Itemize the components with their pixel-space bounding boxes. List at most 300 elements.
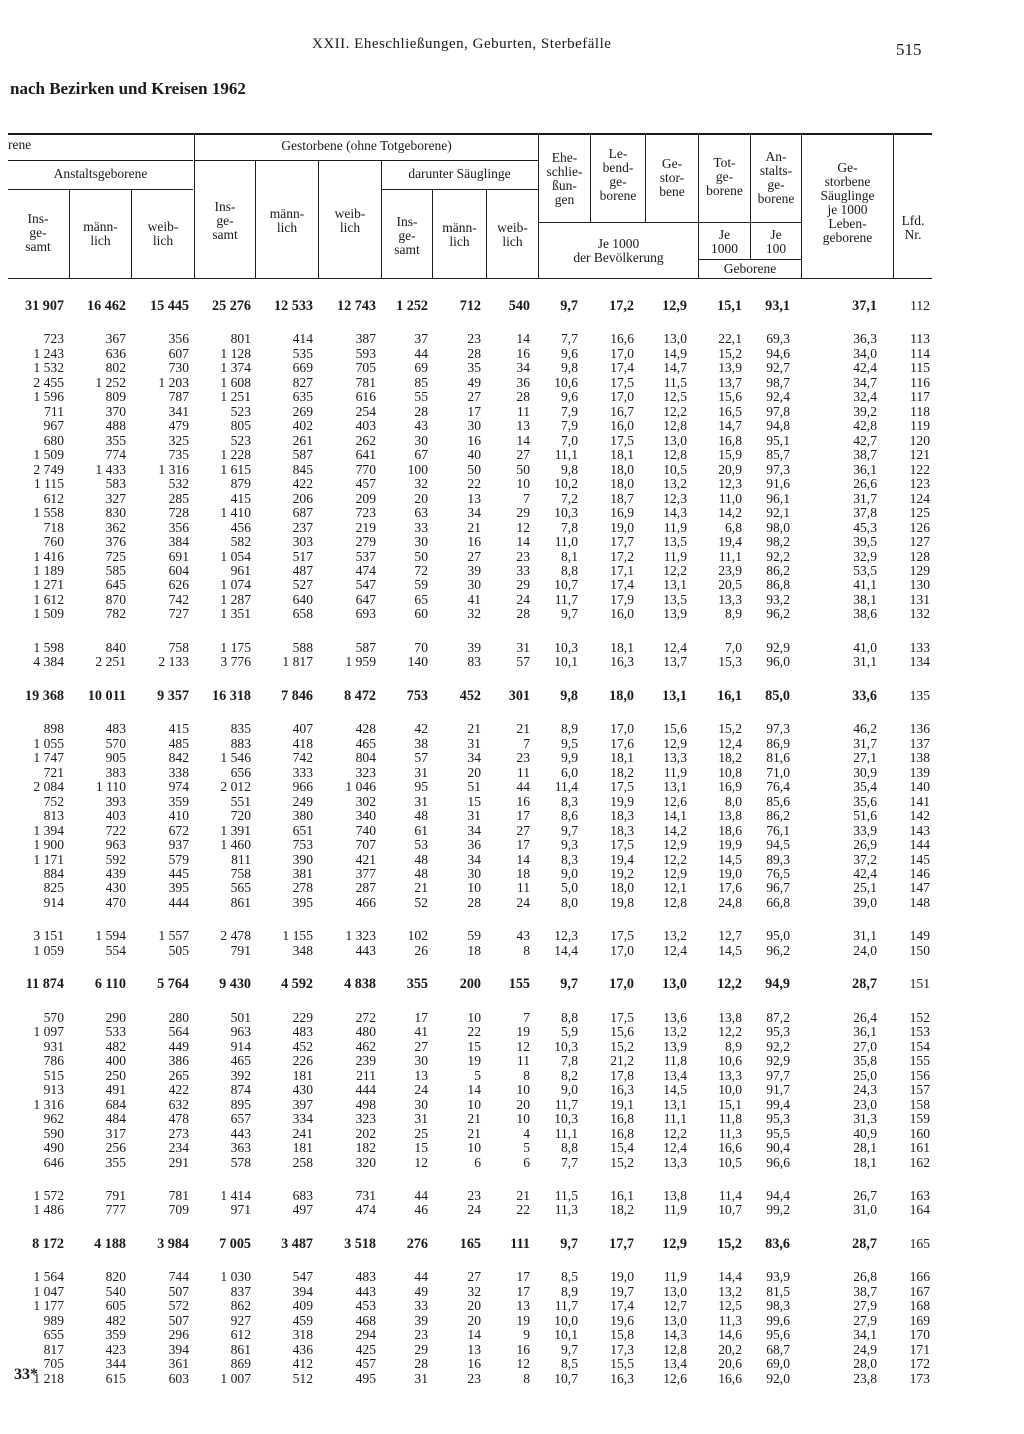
table-cell: 459 bbox=[292, 1312, 313, 1328]
table-cell: 11,0 bbox=[554, 534, 578, 550]
table-cell: 92,9 bbox=[766, 639, 790, 655]
table-cell: 809 bbox=[105, 389, 126, 405]
table-cell: 19,1 bbox=[610, 1096, 634, 1112]
table-cell: 17,0 bbox=[610, 389, 634, 405]
table-cell: 11,1 bbox=[663, 1111, 687, 1127]
table-cell: 17,4 bbox=[610, 360, 634, 376]
table-cell: 16,8 bbox=[610, 1125, 634, 1141]
table-cell: 24,0 bbox=[853, 942, 877, 958]
table-cell: 94,5 bbox=[766, 837, 790, 853]
row-number: 157 bbox=[909, 1082, 930, 1098]
table-cell: 409 bbox=[292, 1298, 313, 1314]
table-cell: 587 bbox=[355, 639, 376, 655]
table-cell: 18,6 bbox=[718, 822, 742, 838]
table-cell: 36,1 bbox=[853, 461, 877, 477]
table-cell: 41 bbox=[414, 1024, 428, 1040]
table-cell: 811 bbox=[231, 851, 251, 867]
table-cell: 15,2 bbox=[718, 721, 742, 737]
table-cell: 7,8 bbox=[561, 1053, 578, 1069]
table-cell: 604 bbox=[168, 562, 189, 578]
table-cell: 482 bbox=[105, 1312, 126, 1328]
table-cell: 97,3 bbox=[766, 461, 790, 477]
table-cell: 31 bbox=[414, 1111, 428, 1127]
table-cell: 13,0 bbox=[663, 331, 687, 347]
table-cell: 8,5 bbox=[561, 1356, 578, 1372]
table-cell: 742 bbox=[168, 591, 189, 607]
table-cell: 21 bbox=[467, 519, 481, 535]
table-cell: 11 bbox=[516, 1053, 530, 1069]
row-number: 112 bbox=[910, 298, 930, 313]
table-cell: 13 bbox=[516, 1298, 530, 1314]
row-number: 118 bbox=[910, 403, 930, 419]
table-cell: 517 bbox=[292, 548, 313, 564]
table-cell: 830 bbox=[105, 505, 126, 521]
table-cell: 24,3 bbox=[853, 1082, 877, 1098]
table-cell: 1 228 bbox=[220, 447, 251, 463]
table-cell: 1 612 bbox=[33, 591, 64, 607]
header-text: ßun- bbox=[552, 178, 577, 193]
table-cell: 19,4 bbox=[610, 851, 634, 867]
table-cell: 14,6 bbox=[718, 1327, 742, 1343]
table-cell: 15,6 bbox=[610, 1024, 634, 1040]
table-cell: 94,9 bbox=[765, 976, 790, 993]
table-cell: 13,2 bbox=[663, 1024, 687, 1040]
table-cell: 1 486 bbox=[33, 1202, 64, 1218]
table-cell: 456 bbox=[230, 519, 251, 535]
table-cell: 43 bbox=[516, 928, 530, 944]
table-cell: 13,8 bbox=[663, 1187, 687, 1203]
table-cell: 13,0 bbox=[662, 976, 687, 993]
row-number: 114 bbox=[910, 345, 930, 361]
table-cell: 17 bbox=[516, 808, 530, 824]
row-number: 140 bbox=[909, 779, 930, 795]
table-cell: 32 bbox=[467, 1283, 481, 1299]
table-cell: 879 bbox=[230, 476, 251, 492]
table-cell: 41,1 bbox=[853, 577, 877, 593]
table-cell: 7,7 bbox=[561, 331, 578, 347]
table-cell: 15,6 bbox=[718, 389, 742, 405]
table-cell: 13,5 bbox=[663, 534, 687, 550]
header-text: samt bbox=[394, 242, 420, 257]
table-cell: 842 bbox=[168, 750, 189, 766]
table-cell: 7 bbox=[523, 1009, 530, 1025]
table-cell: 44 bbox=[414, 345, 428, 361]
row-number: 141 bbox=[909, 793, 930, 809]
table-cell: 452 bbox=[292, 1038, 313, 1054]
table-cell: 32,4 bbox=[853, 389, 877, 405]
table-cell: 9,7 bbox=[560, 298, 578, 314]
table-cell: 1 900 bbox=[33, 837, 64, 853]
table-cell: 200 bbox=[459, 976, 481, 993]
table-cell: 1 615 bbox=[220, 461, 251, 477]
header-text: Lfd. bbox=[901, 213, 925, 228]
table-cell: 15,2 bbox=[610, 1038, 634, 1054]
row-number: 163 bbox=[909, 1187, 930, 1203]
table-cell: 21,2 bbox=[610, 1053, 634, 1069]
header-dec-female bbox=[319, 207, 381, 235]
row-number: 117 bbox=[910, 389, 930, 405]
table-cell: 16 bbox=[467, 534, 481, 550]
table-cell: 31 bbox=[414, 1370, 428, 1386]
table-cell: 17,2 bbox=[610, 548, 634, 564]
table-cell: 7,0 bbox=[561, 432, 578, 448]
table-cell: 303 bbox=[292, 534, 313, 550]
header-stillbirths bbox=[699, 156, 750, 198]
table-cell: 8,8 bbox=[561, 1140, 578, 1156]
header-infant-deaths bbox=[802, 161, 893, 245]
table-cell: 1 203 bbox=[158, 374, 189, 390]
table-cell: 9 430 bbox=[219, 976, 251, 993]
table-cell: 12 743 bbox=[336, 298, 376, 314]
table-cell: 23 bbox=[516, 548, 530, 564]
table-cell: 32,9 bbox=[853, 548, 877, 564]
table-cell: 99,2 bbox=[766, 1202, 790, 1218]
table-cell: 18,2 bbox=[718, 750, 742, 766]
table-cell: 33,9 bbox=[853, 822, 877, 838]
table-cell: 17,0 bbox=[609, 976, 634, 993]
table-cell: 10,3 bbox=[554, 505, 578, 521]
table-cell: 16 462 bbox=[86, 298, 126, 314]
table-cell: 9,7 bbox=[560, 1235, 578, 1252]
table-cell: 49 bbox=[467, 374, 481, 390]
table-cell: 19 bbox=[467, 1053, 481, 1069]
table-cell: 13,0 bbox=[663, 432, 687, 448]
table-cell: 8,2 bbox=[561, 1067, 578, 1083]
table-cell: 38,6 bbox=[853, 606, 877, 622]
table-cell: 415 bbox=[168, 721, 189, 737]
table-cell: 445 bbox=[168, 865, 189, 881]
table-cell: 3 984 bbox=[157, 1235, 189, 1252]
table-cell: 85,0 bbox=[765, 687, 790, 704]
table-cell: 7 846 bbox=[281, 687, 313, 704]
table-cell: 8,8 bbox=[561, 562, 578, 578]
table-cell: 425 bbox=[355, 1341, 376, 1357]
table-cell: 869 bbox=[230, 1356, 251, 1372]
header-text: bene bbox=[659, 184, 685, 199]
table-cell: 11,3 bbox=[718, 1125, 742, 1141]
table-cell: 862 bbox=[230, 1298, 251, 1314]
table-cell: 43 bbox=[414, 418, 428, 434]
table-cell: 483 bbox=[355, 1269, 376, 1285]
table-cell: 25,0 bbox=[853, 1067, 877, 1083]
table-cell: 27,9 bbox=[853, 1312, 877, 1328]
table-cell: 30 bbox=[414, 432, 428, 448]
table-cell: 27,0 bbox=[853, 1038, 877, 1054]
table-cell: 31 bbox=[467, 735, 481, 751]
table-cell: 65 bbox=[414, 591, 428, 607]
table-cell: 430 bbox=[292, 1082, 313, 1098]
table-cell: 394 bbox=[292, 1283, 313, 1299]
table-cell: 14 bbox=[516, 331, 530, 347]
table-cell: 397 bbox=[292, 1096, 313, 1112]
table-cell: 71,0 bbox=[766, 764, 790, 780]
table-cell: 20,2 bbox=[718, 1341, 742, 1357]
table-cell: 457 bbox=[355, 1356, 376, 1372]
table-cell: 25 bbox=[414, 1125, 428, 1141]
table-cell: 31 907 bbox=[24, 298, 64, 314]
table-cell: 683 bbox=[292, 1187, 313, 1203]
table-cell: 6,8 bbox=[725, 519, 742, 535]
table-cell: 15,2 bbox=[610, 1154, 634, 1170]
table-cell: 91,6 bbox=[766, 476, 790, 492]
table-cell: 285 bbox=[168, 490, 189, 506]
table-cell: 96,2 bbox=[766, 942, 790, 958]
table-cell: 12 bbox=[516, 1038, 530, 1054]
row-number: 137 bbox=[909, 735, 930, 751]
header-text: Ins- bbox=[214, 199, 236, 214]
table-cell: 239 bbox=[355, 1053, 376, 1069]
table-cell: 17,4 bbox=[610, 577, 634, 593]
table-cell: 95,3 bbox=[766, 1111, 790, 1127]
table-cell: 15 bbox=[467, 793, 481, 809]
table-cell: 211 bbox=[356, 1067, 376, 1083]
table-cell: 487 bbox=[292, 562, 313, 578]
table-cell: 23 bbox=[516, 750, 530, 766]
table-cell: 96,0 bbox=[766, 654, 790, 670]
table-cell: 13,5 bbox=[663, 591, 687, 607]
table-cell: 1 175 bbox=[220, 639, 251, 655]
table-cell: 626 bbox=[168, 577, 189, 593]
table-cell: 63 bbox=[414, 505, 428, 521]
table-cell: 37,1 bbox=[852, 298, 877, 314]
table-cell: 578 bbox=[230, 1154, 251, 1170]
table-cell: 861 bbox=[230, 1341, 251, 1357]
header-text: ge- bbox=[609, 174, 627, 189]
table-cell: 17,0 bbox=[610, 942, 634, 958]
table-cell: 206 bbox=[292, 490, 313, 506]
table-cell: 8,9 bbox=[725, 606, 742, 622]
table-cell: 355 bbox=[105, 1154, 126, 1170]
table-cell: 9,8 bbox=[561, 360, 578, 376]
table-cell: 967 bbox=[43, 418, 64, 434]
table-cell: 579 bbox=[168, 851, 189, 867]
table-cell: 1 110 bbox=[95, 779, 126, 795]
table-cell: 11,3 bbox=[554, 1202, 578, 1218]
row-number: 153 bbox=[909, 1024, 930, 1040]
table-cell: 30 bbox=[414, 534, 428, 550]
table-cell: 14,2 bbox=[663, 822, 687, 838]
table-cell: 355 bbox=[105, 432, 126, 448]
col-divider bbox=[893, 133, 894, 278]
table-cell: 12,2 bbox=[663, 1125, 687, 1141]
table-cell: 570 bbox=[43, 1009, 64, 1025]
table-cell: 69,3 bbox=[766, 331, 790, 347]
table-cell: 23 bbox=[414, 1327, 428, 1343]
table-cell: 655 bbox=[43, 1327, 64, 1343]
table-cell: 16,7 bbox=[610, 403, 634, 419]
row-number: 149 bbox=[909, 928, 930, 944]
table-cell: 269 bbox=[292, 403, 313, 419]
header-text: Je bbox=[718, 227, 731, 242]
table-cell: 16,8 bbox=[610, 1111, 634, 1127]
table-cell: 83 bbox=[467, 654, 481, 670]
table-cell: 825 bbox=[43, 880, 64, 896]
header-text: Tot- bbox=[713, 155, 736, 170]
table-cell: 19,2 bbox=[610, 865, 634, 881]
table-cell: 1 316 bbox=[158, 461, 189, 477]
table-cell: 37 bbox=[414, 331, 428, 347]
table-cell: 1 243 bbox=[33, 345, 64, 361]
table-cell: 3 487 bbox=[281, 1235, 313, 1252]
table-cell: 340 bbox=[355, 808, 376, 824]
table-cell: 250 bbox=[105, 1067, 126, 1083]
row-number: 154 bbox=[909, 1038, 930, 1054]
table-cell: 19,0 bbox=[718, 865, 742, 881]
table-cell: 94,8 bbox=[766, 418, 790, 434]
table-cell: 711 bbox=[44, 403, 64, 419]
header-text: weib- bbox=[334, 206, 366, 221]
header-text: Leben- bbox=[828, 216, 867, 231]
table-cell: 723 bbox=[355, 505, 376, 521]
table-cell: 17,6 bbox=[610, 735, 634, 751]
table-cell: 512 bbox=[292, 1370, 313, 1386]
row-number: 168 bbox=[909, 1298, 930, 1314]
table-cell: 1 509 bbox=[33, 606, 64, 622]
table-cell: 273 bbox=[168, 1125, 189, 1141]
table-cell: 13,1 bbox=[663, 577, 687, 593]
table-cell: 83,6 bbox=[765, 1235, 790, 1252]
table-cell: 17 bbox=[516, 1283, 530, 1299]
table-cell: 439 bbox=[105, 865, 126, 881]
table-cell: 507 bbox=[168, 1283, 189, 1299]
table-cell: 498 bbox=[355, 1096, 376, 1112]
table-cell: 35,6 bbox=[853, 793, 877, 809]
table-cell: 16,0 bbox=[610, 606, 634, 622]
header-text: storbene bbox=[824, 174, 871, 189]
table-cell: 280 bbox=[168, 1009, 189, 1025]
table-cell: 612 bbox=[230, 1327, 251, 1343]
table-cell: 587 bbox=[292, 447, 313, 463]
table-cell: 28 bbox=[467, 345, 481, 361]
row-number: 159 bbox=[909, 1111, 930, 1127]
table-cell: 4 384 bbox=[33, 654, 64, 670]
table-cell: 27 bbox=[467, 548, 481, 564]
table-cell: 325 bbox=[168, 432, 189, 448]
table-cell: 781 bbox=[355, 374, 376, 390]
header-text: Je 1000 bbox=[597, 236, 640, 251]
table-cell: 320 bbox=[355, 1154, 376, 1170]
table-cell: 44 bbox=[516, 779, 530, 795]
table-cell: 725 bbox=[105, 548, 126, 564]
row-number: 158 bbox=[909, 1096, 930, 1112]
table-cell: 13 bbox=[414, 1067, 428, 1083]
table-cell: 31,1 bbox=[853, 654, 877, 670]
table-cell: 966 bbox=[292, 779, 313, 795]
table-cell: 42,7 bbox=[853, 432, 877, 448]
table-cell: 19 368 bbox=[24, 687, 64, 704]
header-text: borene bbox=[757, 191, 795, 206]
table-cell: 18,0 bbox=[609, 687, 634, 704]
table-cell: 66,8 bbox=[766, 894, 790, 910]
table-cell: 69,0 bbox=[766, 1356, 790, 1372]
table-cell: 12,2 bbox=[718, 1024, 742, 1040]
table-cell: 48 bbox=[414, 851, 428, 867]
table-cell: 256 bbox=[105, 1140, 126, 1156]
row-number: 173 bbox=[909, 1370, 930, 1386]
table-cell: 34 bbox=[516, 360, 530, 376]
table-cell: 17,8 bbox=[610, 1067, 634, 1083]
table-cell: 19 bbox=[516, 1024, 530, 1040]
table-cell: 94,4 bbox=[766, 1187, 790, 1203]
table-cell: 39 bbox=[414, 1312, 428, 1328]
table-cell: 381 bbox=[292, 865, 313, 881]
table-cell: 97,7 bbox=[766, 1067, 790, 1083]
table-cell: 781 bbox=[168, 1187, 189, 1203]
table-cell: 386 bbox=[168, 1053, 189, 1069]
header-text: stalts- bbox=[759, 163, 793, 178]
table-cell: 21 bbox=[516, 721, 530, 737]
row-number: 120 bbox=[909, 432, 930, 448]
table-cell: 465 bbox=[230, 1053, 251, 1069]
table-cell: 535 bbox=[292, 345, 313, 361]
header-text: Nr. bbox=[904, 227, 922, 242]
table-cell: 338 bbox=[168, 764, 189, 780]
header-text: je 1000 bbox=[827, 202, 868, 217]
table-cell: 17 bbox=[414, 1009, 428, 1025]
table-cell: 18,0 bbox=[610, 461, 634, 477]
header-text: lich bbox=[152, 233, 174, 248]
table-cell: 16,6 bbox=[718, 1370, 742, 1386]
table-cell: 31 bbox=[467, 808, 481, 824]
table-cell: 13,7 bbox=[718, 374, 742, 390]
table-cell: 705 bbox=[43, 1356, 64, 1372]
table-cell: 12,8 bbox=[663, 894, 687, 910]
header-text: samt bbox=[25, 239, 51, 254]
header-text: männ- bbox=[269, 206, 305, 221]
table-cell: 99,6 bbox=[766, 1312, 790, 1328]
table-cell: 50 bbox=[414, 548, 428, 564]
table-cell: 645 bbox=[105, 577, 126, 593]
table-cell: 540 bbox=[105, 1283, 126, 1299]
table-cell: 13,8 bbox=[718, 808, 742, 824]
table-cell: 16,1 bbox=[610, 1187, 634, 1203]
rule-under-anstalt bbox=[8, 189, 193, 190]
row-number: 160 bbox=[909, 1125, 930, 1141]
table-cell: 140 bbox=[407, 654, 428, 670]
table-cell: 18,2 bbox=[610, 1202, 634, 1218]
header-text: Le- bbox=[608, 146, 628, 161]
table-cell: 30 bbox=[467, 418, 481, 434]
row-number: 165 bbox=[909, 1235, 930, 1251]
table-cell: 421 bbox=[355, 851, 376, 867]
table-cell: 23 bbox=[467, 331, 481, 347]
table-cell: 36 bbox=[467, 837, 481, 853]
table-cell: 23 bbox=[467, 1370, 481, 1386]
table-cell: 1 959 bbox=[345, 654, 376, 670]
table-cell: 1 054 bbox=[220, 548, 251, 564]
table-cell: 98,7 bbox=[766, 374, 790, 390]
table-cell: 11 bbox=[516, 403, 530, 419]
table-cell: 501 bbox=[230, 1009, 251, 1025]
table-cell: 202 bbox=[355, 1125, 376, 1141]
table-cell: 1 055 bbox=[33, 735, 64, 751]
table-cell: 7,7 bbox=[561, 1154, 578, 1170]
table-cell: 42,4 bbox=[853, 360, 877, 376]
row-number: 124 bbox=[909, 490, 930, 506]
table-cell: 93,2 bbox=[766, 591, 790, 607]
table-cell: 10 bbox=[467, 880, 481, 896]
header-text: Je bbox=[770, 227, 782, 242]
table-cell: 37,8 bbox=[853, 505, 877, 521]
table-cell: 359 bbox=[168, 793, 189, 809]
header-text: gen bbox=[554, 192, 575, 207]
header-text: weib- bbox=[147, 219, 179, 234]
table-cell: 31,0 bbox=[853, 1202, 877, 1218]
table-cell: 31 bbox=[516, 639, 530, 655]
header-text: lich bbox=[502, 234, 523, 249]
table-cell: 607 bbox=[168, 345, 189, 361]
table-cell: 12,9 bbox=[663, 865, 687, 881]
